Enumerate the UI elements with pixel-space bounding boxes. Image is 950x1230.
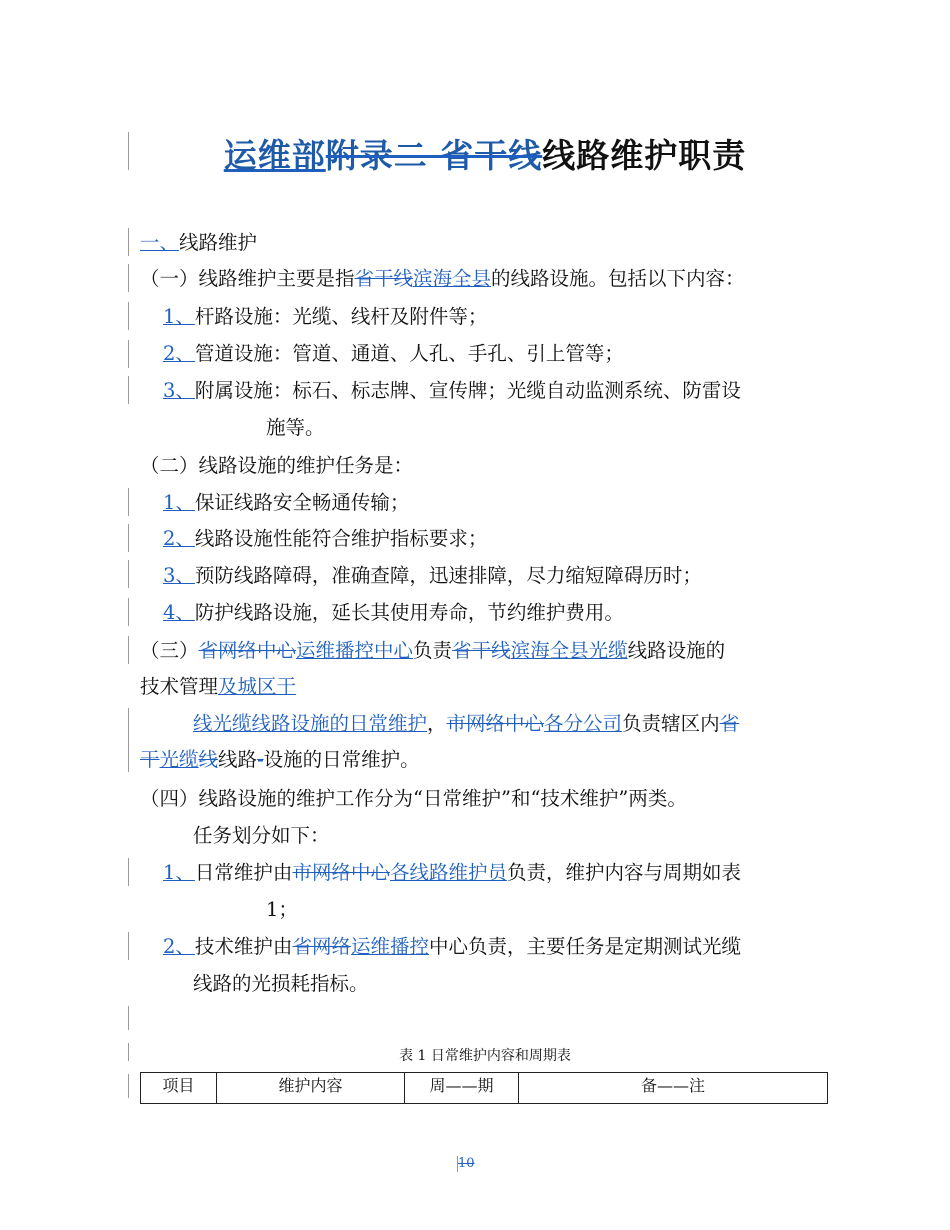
change-bar <box>128 1043 129 1061</box>
deleted-text: 省网络中心 <box>198 639 297 662</box>
list-item <box>163 859 741 887</box>
deleted-text: 市网络中心 <box>292 861 390 884</box>
change-bar <box>128 598 129 626</box>
list-number: 3、 <box>163 379 195 402</box>
maintenance-table <box>140 1072 828 1104</box>
deleted-text: 省干线 <box>354 267 414 290</box>
inserted-text: 滨海全县光缆 <box>510 639 628 662</box>
list-text: 线路设施性能符合维护指标要求； <box>194 527 488 550</box>
change-bar <box>128 932 129 960</box>
list-text: 管道设施：管道、通道、人孔、手孔、引上管等； <box>194 342 624 365</box>
change-bar <box>128 264 129 292</box>
list-text: 负责，维护内容与周期如表 <box>506 861 741 884</box>
paragraph-text: 设施的日常维护。 <box>263 748 420 771</box>
list-text: 附属设施：标石、标志牌、宣传牌；光缆自动监测系统、防雷设 <box>194 379 741 402</box>
list-text: 中心负责，主要任务是定期测试光缆 <box>428 935 741 958</box>
inserted-text: 运维播控中心 <box>296 639 414 662</box>
change-bar <box>128 524 129 552</box>
change-bar <box>128 132 129 170</box>
paragraph-3 <box>140 637 725 665</box>
list-number: 1、 <box>163 491 195 514</box>
title-deletion: 附录二 省干线 <box>325 136 543 175</box>
list-item-continuation: 施等。 <box>266 416 325 439</box>
list-item <box>163 562 702 590</box>
inserted-text: 线光缆线路设施的日常维护 <box>193 712 428 735</box>
list-text: 日常维护由 <box>194 861 293 884</box>
section-heading <box>140 229 257 257</box>
list-number: 2、 <box>163 527 195 550</box>
paragraph-text: （三） <box>140 639 199 662</box>
change-bar <box>128 228 129 256</box>
list-text: 技术维护由 <box>194 935 293 958</box>
change-bar <box>128 1074 129 1098</box>
list-number: 4、 <box>163 601 195 624</box>
paragraph-text: 负责辖区内 <box>622 712 720 735</box>
paragraph-3-line-2 <box>140 673 296 701</box>
table-header-cell: 周——期 <box>405 1073 519 1104</box>
change-bar <box>128 488 129 516</box>
table-header-cell: 项目 <box>141 1073 217 1104</box>
paragraph-text: 线路设施的 <box>627 639 726 662</box>
change-bar <box>128 1006 129 1030</box>
list-number: 2、 <box>163 342 195 365</box>
table-header-cell: 备——注 <box>519 1073 828 1104</box>
section-title: 线路维护 <box>179 231 258 254</box>
change-bar <box>128 708 129 772</box>
list-item-continuation: 线路的光损耗指标。 <box>193 972 369 995</box>
table-caption: 表 1 日常维护内容和周期表 <box>399 1048 571 1064</box>
deleted-text: 省 <box>719 712 740 735</box>
paragraph-text: 负责 <box>413 639 453 662</box>
list-item <box>163 599 624 627</box>
inserted-text: 各线路维护员 <box>389 861 507 884</box>
list-number: 2、 <box>163 935 195 958</box>
list-item <box>163 377 741 405</box>
table-header-cell: 维护内容 <box>217 1073 405 1104</box>
change-bar <box>128 302 129 330</box>
list-number: 1、 <box>163 305 195 328</box>
list-text: 保证线路安全畅通传输； <box>194 491 410 514</box>
section-number: 一、 <box>140 231 180 254</box>
title-text: 线路维护职责 <box>542 136 747 175</box>
list-item <box>163 340 624 368</box>
inserted-text: 各分公司 <box>544 712 623 735</box>
list-item <box>163 933 741 961</box>
list-text: 杆路设施：光缆、线杆及附件等； <box>194 305 488 328</box>
paragraph-4: （四）线路设施的维护工作分为“日常维护”和“技术维护”两类。 <box>140 787 687 810</box>
deleted-text: 省干线 <box>452 639 511 662</box>
list-number: 1、 <box>163 861 195 884</box>
page-number: 10 <box>458 1156 475 1171</box>
paragraph-1 <box>140 265 745 293</box>
deleted-text: - <box>257 748 264 771</box>
inserted-text: 光缆 <box>159 748 199 771</box>
paragraph-3-line-4 <box>140 746 420 774</box>
paragraph-2: （二）线路设施的维护任务是： <box>140 454 414 477</box>
change-bar <box>128 636 129 664</box>
change-bar <box>128 340 129 368</box>
list-text: 预防线路障碍，准确查障，迅速排障，尽力缩短障碍历时； <box>194 564 702 587</box>
list-text: 防护线路设施，延长其使用寿命，节约维护费用。 <box>194 601 624 624</box>
list-item-continuation: 1； <box>266 898 298 921</box>
inserted-text: 及城区干 <box>218 675 297 698</box>
paragraph-text: ， <box>427 712 447 735</box>
list-number: 3、 <box>163 564 195 587</box>
inserted-text: 滨海全县 <box>413 267 492 290</box>
change-bar <box>128 376 129 404</box>
title-insertion: 运维部 <box>223 136 326 175</box>
deleted-text: 干 <box>140 748 160 771</box>
paragraph-text: 的线路设施。包括以下内容： <box>491 267 745 290</box>
paragraph-4-line-2: 任务划分如下： <box>193 824 330 847</box>
paragraph-3-line-3 <box>193 710 739 738</box>
change-bar <box>128 560 129 588</box>
table-header-row <box>141 1073 828 1104</box>
paragraph-text: （一）线路维护主要是指 <box>140 267 355 290</box>
deleted-text: 市网络中心 <box>446 712 545 735</box>
list-item <box>163 303 487 331</box>
document-title <box>140 130 830 177</box>
deleted-text: 线 <box>198 748 219 771</box>
deleted-text: 省网络 <box>292 935 351 958</box>
list-item <box>163 525 487 553</box>
paragraph-text: 线路 <box>218 748 258 771</box>
inserted-text: 运维播控 <box>350 935 429 958</box>
change-bar <box>128 858 129 886</box>
list-item <box>163 489 409 517</box>
paragraph-text: 技术管理 <box>140 675 219 698</box>
